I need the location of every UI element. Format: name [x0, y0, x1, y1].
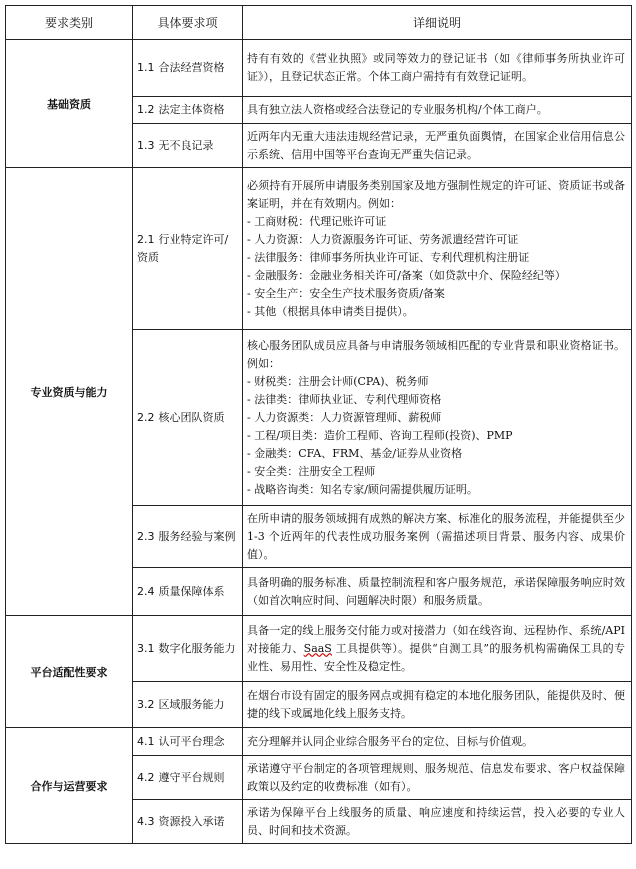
item-number: 2.3 — [137, 529, 155, 543]
header-item: 具体要求项 — [133, 6, 243, 40]
item-name: 核心团队资质 — [158, 410, 225, 424]
detail-list-item: - 人力资源：人力资源服务许可证、劳务派遣经营许可证 — [247, 232, 519, 246]
category-cell: 合作与运营要求 — [6, 728, 133, 844]
header-detail: 详细说明 — [243, 6, 632, 40]
detail-cell — [243, 330, 632, 506]
item-cell — [133, 756, 243, 800]
item-name: 质量保障体系 — [158, 584, 225, 598]
item-cell — [133, 330, 243, 506]
item-number: 1.3 — [137, 138, 155, 152]
item-number: 4.3 — [137, 814, 155, 828]
item-number: 4.2 — [137, 770, 155, 784]
detail-list-item: - 法律服务：律师事务所执业许可证、专利代理机构注册证 — [247, 250, 530, 264]
item-number: 1.1 — [137, 61, 155, 74]
item-cell — [133, 616, 243, 682]
item-cell — [133, 168, 243, 330]
detail-cell — [243, 168, 632, 330]
item-name: 遵守平台规则 — [158, 770, 225, 784]
detail-text: 具备一定的线上服务交付能力或对接潜力（如在线咨询、远程协作、系统/API 对接能力、 — [247, 623, 625, 655]
detail-cell: 承诺为保障平台上线服务的质量、响应速度和持续运营，投入必要的专业人员、时间和技术资源。 — [243, 800, 632, 844]
detail-intro: 核心服务团队成员应具备与申请服务领域相匹配的专业背景和职业资格证书。例如： — [247, 338, 625, 370]
item-number: 3.1 — [137, 641, 155, 655]
detail-list-item: - 金融服务：金融业务相关许可/备案（如贷款中介、保险经纪等） — [247, 268, 566, 282]
item-name: 行业特定许可/资质 — [137, 232, 229, 264]
item-name: 合法经营资格 — [158, 61, 225, 74]
header-category: 要求类别 — [6, 6, 133, 40]
item-cell — [133, 568, 243, 616]
detail-intro: 必须持有开展所申请服务类别国家及地方强制性规定的许可证、资质证书或备案证明，并在有效期内。例如： — [247, 178, 625, 210]
detail-cell: 持有有效的《营业执照》或同等效力的登记证书（如《律师事务所执业许可证》），且登记状态正常。个体工商户需持有有效登记证明。 — [243, 40, 632, 97]
detail-list-item: - 金融类：CFA、FRM、基金/证券从业资格 — [247, 446, 463, 460]
detail-cell: 近两年内无重大违法违规经营记录，无严重负面舆情，在国家企业信用信息公示系统、信用中国等平台查询无严重失信记录。 — [243, 124, 632, 168]
item-cell — [133, 40, 243, 97]
item-name: 法定主体资格 — [158, 103, 225, 116]
detail-cell: 在所申请的服务领域拥有成熟的解决方案、标准化的服务流程，并能提供至少 1-3 个近两年的代表性成功服务案例（需描述项目背景、服务内容、成果价值）。 — [243, 506, 632, 568]
item-name: 资源投入承诺 — [158, 814, 225, 828]
table-row — [6, 168, 632, 330]
detail-cell — [243, 616, 632, 682]
table-row — [6, 728, 632, 756]
detail-list-item: - 安全类：注册安全工程师 — [247, 464, 376, 478]
detail-list-item: - 其他（根据具体申请类目提供）。 — [247, 304, 414, 318]
item-number: 1.2 — [137, 103, 155, 116]
item-name: 认可平台理念 — [158, 734, 225, 748]
detail-text-marked: SaaS — [303, 641, 332, 655]
detail-list-item: - 法律类：律师执业证、专利代理师资格 — [247, 392, 442, 406]
table-row — [6, 616, 632, 682]
item-cell — [133, 506, 243, 568]
detail-list-item: - 工商财税：代理记账许可证 — [247, 214, 387, 228]
detail-list-item: - 安全生产：安全生产技术服务资质/备案 — [247, 286, 445, 300]
category-cell: 平台适配性要求 — [6, 616, 133, 728]
detail-cell: 具有独立法人资格或经合法登记的专业服务机构/个体工商户。 — [243, 97, 632, 124]
item-number: 2.4 — [137, 584, 155, 598]
table-row — [6, 40, 632, 97]
detail-list-item: - 战略咨询类：知名专家/顾问需提供履历证明。 — [247, 482, 478, 496]
detail-cell: 在烟台市设有固定的服务网点或拥有稳定的本地化服务团队，能提供及时、便捷的线下或属地化线上服务支持。 — [243, 682, 632, 728]
detail-cell: 充分理解并认同企业综合服务平台的定位、目标与价值观。 — [243, 728, 632, 756]
item-number: 4.1 — [137, 734, 155, 748]
item-name: 服务经验与案例 — [158, 529, 236, 543]
category-cell: 专业资质与能力 — [6, 168, 133, 616]
detail-cell: 具备明确的服务标准、质量控制流程和客户服务规范，承诺保障服务响应时效（如首次响应时间、问题解决时限）和服务质量。 — [243, 568, 632, 616]
detail-text: 工具提供等）。提供“自测工具”的服务机构需确保工具的专业性、易用性、安全性及稳定性。 — [247, 641, 625, 673]
item-cell — [133, 682, 243, 728]
item-cell — [133, 800, 243, 844]
item-name: 无不良记录 — [158, 138, 214, 152]
item-number: 3.2 — [137, 697, 155, 711]
category-cell: 基础资质 — [6, 40, 133, 168]
detail-list-item: - 人力资源类：人力资源管理师、薪税师 — [247, 410, 442, 424]
item-cell — [133, 728, 243, 756]
item-name: 数字化服务能力 — [158, 641, 236, 655]
detail-cell: 承诺遵守平台制定的各项管理规则、服务规范、信息发布要求、客户权益保障政策以及约定的收费标准（如有）。 — [243, 756, 632, 800]
item-name: 区域服务能力 — [158, 697, 225, 711]
detail-list-item: - 工程/项目类：造价工程师、咨询工程师(投资)、PMP — [247, 428, 513, 442]
item-number: 2.2 — [137, 410, 155, 424]
item-number: 2.1 — [137, 232, 155, 246]
item-cell — [133, 97, 243, 124]
header-row — [6, 6, 632, 40]
requirements-table — [5, 5, 632, 844]
detail-list-item: - 财税类：注册会计师(CPA)、税务师 — [247, 374, 429, 388]
item-cell — [133, 124, 243, 168]
